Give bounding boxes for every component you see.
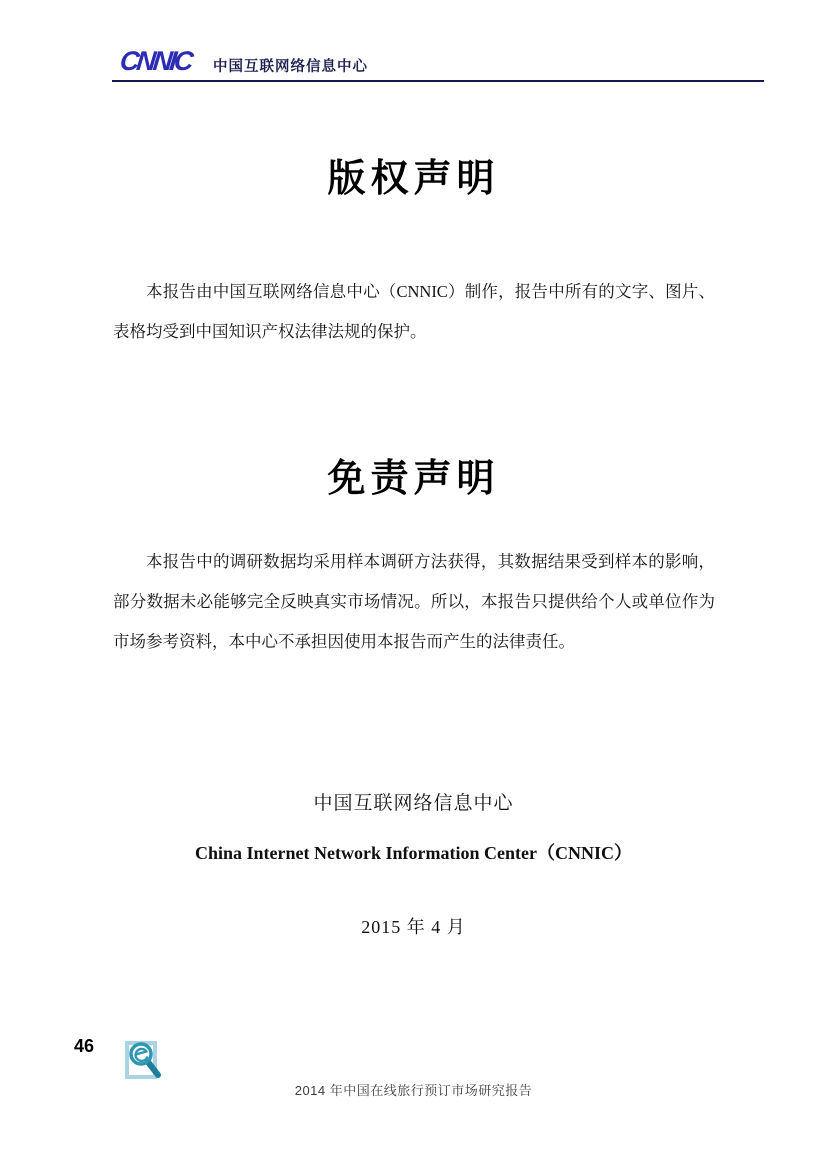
disclaimer-paragraph: 本报告中的调研数据均采用样本调研方法获得，其数据结果受到样本的影响，部分数据未必能够完全反映真实市场情况。所以，本报告只提供给个人或单位作为市场参考资料，本中心不承担因使用本报告而产生的法律责任。 [113, 552, 715, 651]
signature-org-english: China Internet Network Information Center（CNNIC） [195, 843, 632, 863]
disclaimer-title: 免责声明 [327, 458, 500, 500]
signature-date: 2015 年 4 月 [361, 917, 466, 937]
page-number: 46 [74, 1036, 95, 1056]
copyright-paragraph: 本报告由中国互联网络信息中心（CNNIC）制作，报告中所有的文字、图片、表格均受到中国知识产权法律法规的保护。 [113, 282, 715, 341]
magnifier-document-icon [124, 1037, 164, 1084]
footer-report-title: 2014 年中国在线旅行预订市场研究报告 [294, 1083, 533, 1098]
header-divider [112, 80, 764, 82]
header-org-name: 中国互联网络信息中心 [213, 59, 368, 75]
cnnic-logo: CNNIC [118, 46, 193, 76]
signature-org-chinese: 中国互联网络信息中心 [313, 793, 514, 814]
copyright-title: 版权声明 [327, 158, 500, 200]
